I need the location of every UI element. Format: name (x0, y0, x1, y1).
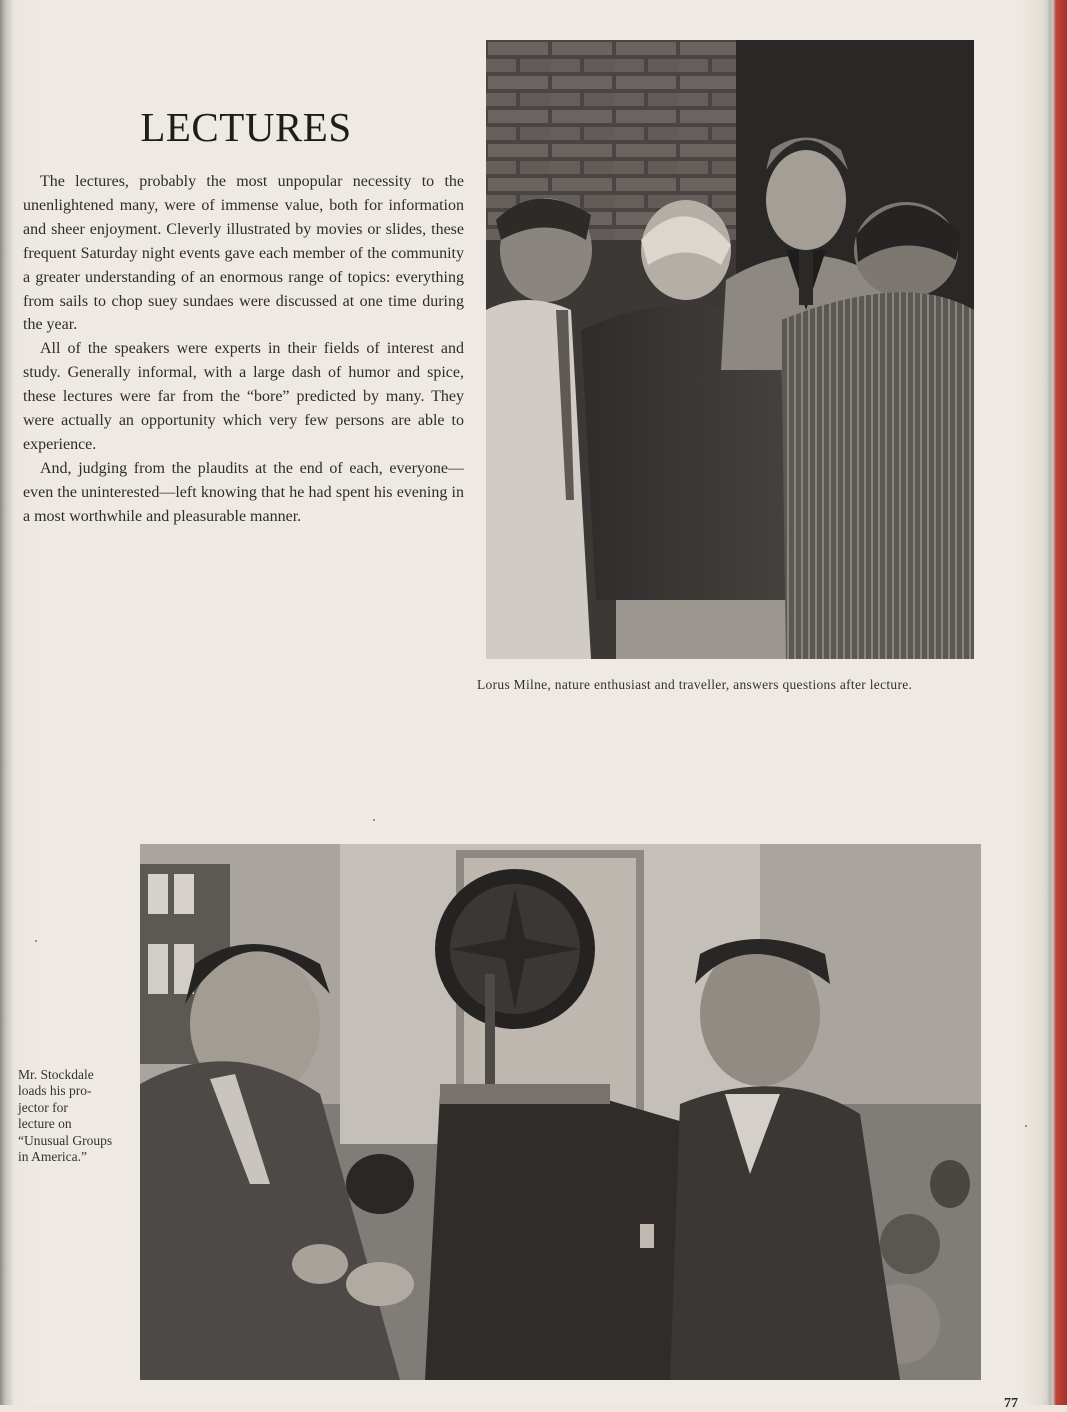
article-paragraph-2: All of the speakers were experts in their fields of interest and study. Generally informal, with a large dash of humor and spice, these lectures were far from the “bore” predicted by many. They were actually an opportunity which very few persons are able to experience. (23, 340, 464, 453)
page-title: LECTURES (140, 104, 352, 150)
article-paragraph-3: And, judging from the plaudits at the end of each, everyone—even the uninterested—left knowing that he had spent his evening in a most worthwhile and pleasurable manner. (23, 459, 464, 525)
print-speck (35, 940, 37, 942)
print-speck (1025, 1125, 1027, 1127)
page-number: 77 (1004, 1396, 1018, 1411)
top-photo-caption: Lorus Milne, nature enthusiast and traveller, answers questions after lecture. (477, 677, 913, 692)
binding-gutter-shadow (0, 0, 14, 1405)
photo-projector-illustration (140, 844, 981, 1380)
article-paragraph-1: The lectures, probably the most unpopular necessity to the unenlightened many, were of immense value, both for information and sheer enjoyment. Cleverly illustrated by movies or slides, these frequent Saturday night events gave each member of the community a greater understanding of an enormous range of topics: everything from sails to chop suey sundaes were discussed at one time during the year. (23, 173, 464, 334)
bottom-photo-caption: Mr. Stockdale loads his pro- jector for lecture on “Unusual Groups in America.” (18, 1067, 113, 1165)
photo-speaker-with-students (486, 40, 974, 659)
photo-speaker-illustration (486, 40, 974, 659)
article-body (23, 170, 464, 529)
photo-projector-loading (140, 844, 981, 1380)
page-edge-red-binding (1041, 0, 1067, 1405)
print-speck (373, 819, 375, 821)
